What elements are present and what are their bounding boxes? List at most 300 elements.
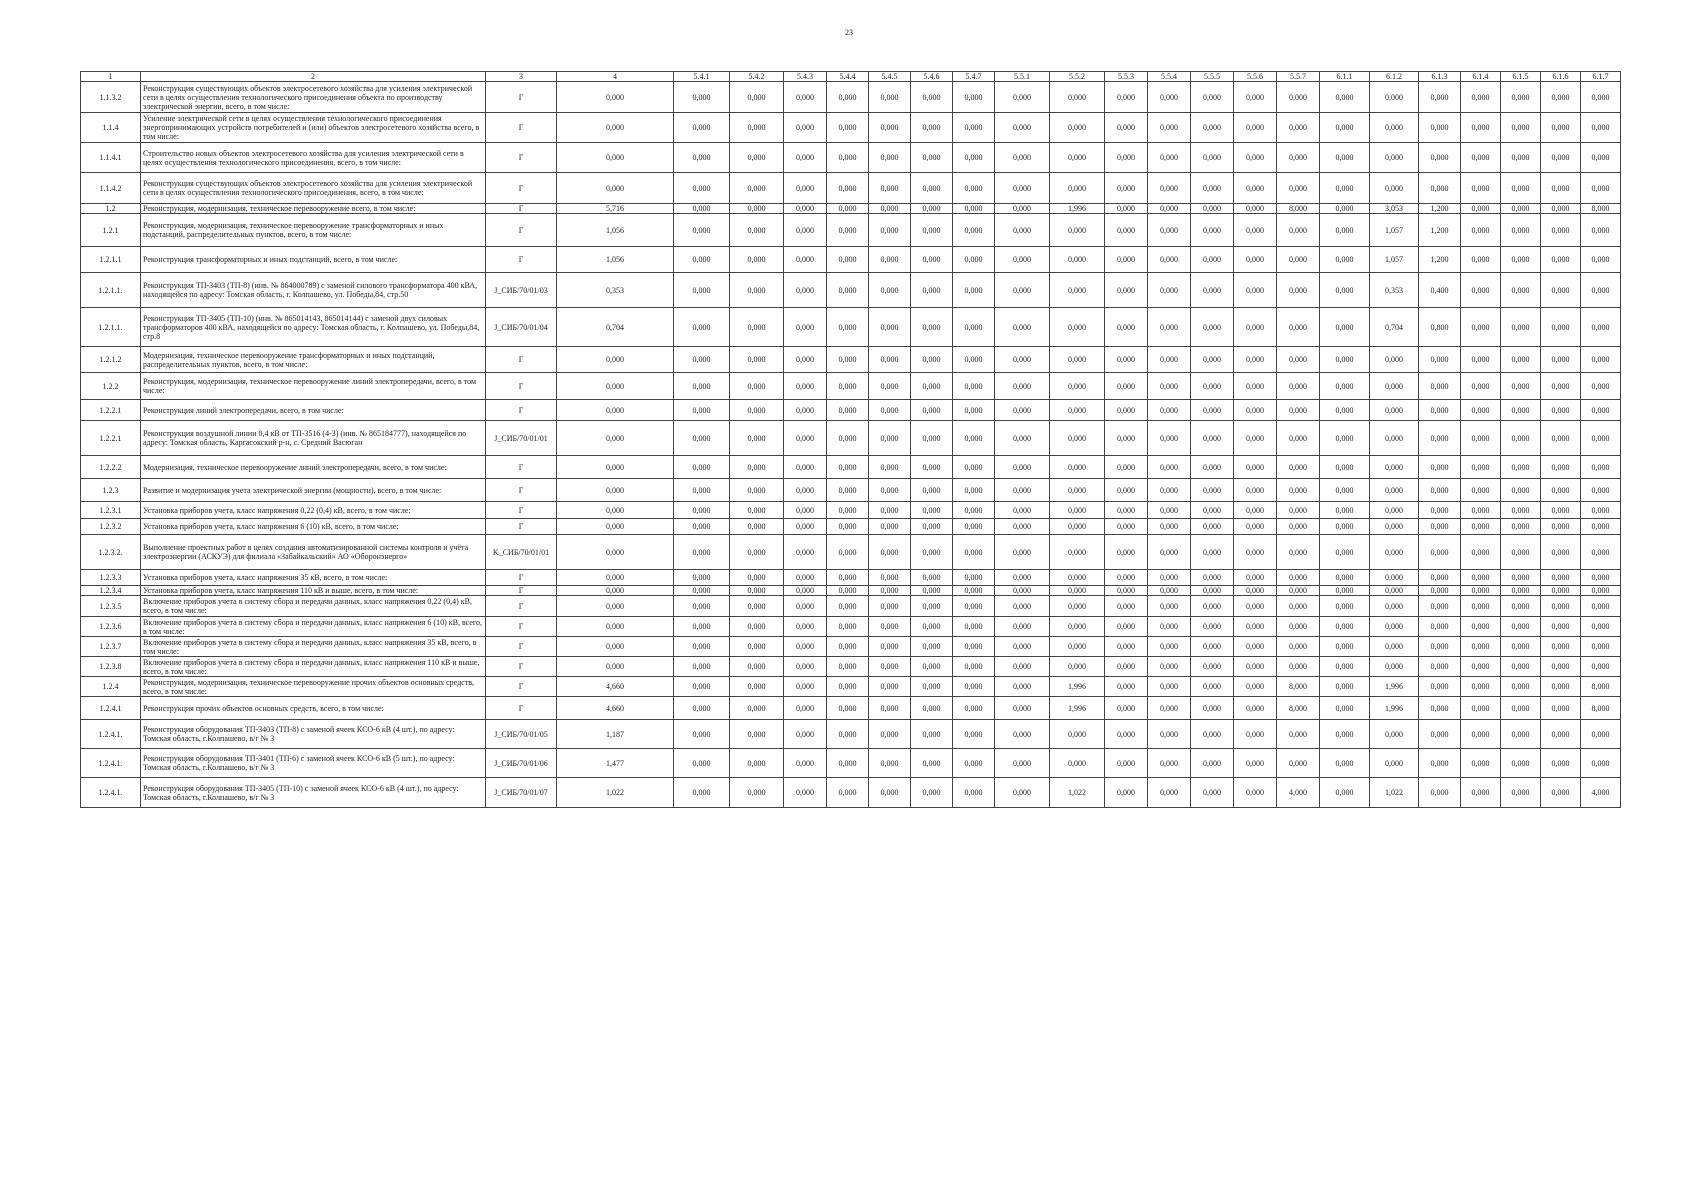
row-value: 0,000 <box>1234 778 1277 808</box>
row-code: K_СИБ/70/01/01 <box>486 535 557 570</box>
row-value: 0,000 <box>730 113 784 143</box>
row-value: 0,000 <box>1050 400 1105 421</box>
row-value: 0,000 <box>1541 778 1581 808</box>
row-total: 0,000 <box>557 421 674 456</box>
row-total: 4,660 <box>557 697 674 720</box>
row-value: 0,000 <box>784 456 827 479</box>
row-value: 0,000 <box>1541 570 1581 586</box>
row-name: Включение приборов учета в систему сбора и передачи данных, класс напряжения 6 (10) кВ, всего, в том числе: <box>141 617 486 637</box>
row-value: 0,000 <box>1501 657 1541 677</box>
row-name: Строительство новых объектов электросетевого хозяйства для усиления электрической сети в целях осуществления технологического присоединения, всего, в том числе: <box>141 143 486 173</box>
row-value: 0,000 <box>1191 637 1234 657</box>
row-value: 0,000 <box>1541 535 1581 570</box>
table-row <box>81 657 1621 677</box>
row-name: Реконструкция линий электропередачи, всего, в том числе: <box>141 400 486 421</box>
row-code: Г <box>486 637 557 657</box>
row-value: 0,000 <box>1148 519 1191 535</box>
row-value: 0,000 <box>1277 400 1320 421</box>
row-value: 0,000 <box>1370 720 1419 749</box>
table-row <box>81 749 1621 778</box>
row-value: 0,000 <box>869 143 911 173</box>
row-value: 4,000 <box>1581 778 1621 808</box>
column-header: 6.1.4 <box>1461 72 1501 82</box>
row-code: Г <box>486 347 557 373</box>
row-value: 8,000 <box>1581 697 1621 720</box>
table-row <box>81 273 1621 308</box>
row-code: J_СИБ/70/01/03 <box>486 273 557 308</box>
row-value: 0,000 <box>1234 586 1277 596</box>
table-row <box>81 204 1621 214</box>
row-value: 0,000 <box>674 720 730 749</box>
row-value: 0,000 <box>1148 273 1191 308</box>
row-value: 0,000 <box>1320 570 1370 586</box>
row-value: 0,000 <box>1419 502 1461 519</box>
row-value: 0,000 <box>911 586 953 596</box>
row-value: 0,000 <box>911 519 953 535</box>
row-value: 0,000 <box>1501 502 1541 519</box>
row-value: 0,000 <box>1541 677 1581 697</box>
row-value: 0,000 <box>1148 214 1191 247</box>
row-value: 0,000 <box>1050 617 1105 637</box>
row-total: 5,716 <box>557 204 674 214</box>
row-value: 0,000 <box>1320 400 1370 421</box>
row-value: 0,000 <box>1370 143 1419 173</box>
row-value: 0,000 <box>730 570 784 586</box>
row-value: 0,000 <box>1581 173 1621 204</box>
row-value: 0,000 <box>1148 502 1191 519</box>
row-value: 0,000 <box>674 519 730 535</box>
row-value: 0,000 <box>1461 273 1501 308</box>
row-code: Г <box>486 586 557 596</box>
row-value: 0,000 <box>1148 720 1191 749</box>
row-total: 0,000 <box>557 373 674 400</box>
table-row <box>81 400 1621 421</box>
row-value: 0,000 <box>1148 677 1191 697</box>
row-value: 0,000 <box>1461 677 1501 697</box>
row-value: 0,000 <box>1105 456 1148 479</box>
row-value: 0,000 <box>730 519 784 535</box>
row-number: 1.2.3 <box>81 479 141 502</box>
row-value: 0,000 <box>1191 617 1234 637</box>
row-value: 0,000 <box>1148 697 1191 720</box>
row-value: 0,000 <box>1234 113 1277 143</box>
row-value: 0,000 <box>1050 596 1105 617</box>
row-value: 1,200 <box>1419 247 1461 273</box>
row-value: 0,000 <box>995 502 1050 519</box>
row-value: 0,000 <box>1581 657 1621 677</box>
row-value: 0,000 <box>995 273 1050 308</box>
row-value: 0,000 <box>995 113 1050 143</box>
header-row <box>81 72 1621 82</box>
row-value: 0,000 <box>1277 657 1320 677</box>
row-value: 0,000 <box>1105 519 1148 535</box>
row-value: 0,000 <box>1277 308 1320 347</box>
row-value: 0,000 <box>1148 204 1191 214</box>
row-value: 0,000 <box>1581 308 1621 347</box>
row-value: 0,000 <box>1581 720 1621 749</box>
row-value: 0,000 <box>1191 204 1234 214</box>
row-value: 0,000 <box>784 308 827 347</box>
row-value: 0,000 <box>1370 347 1419 373</box>
row-total: 0,000 <box>557 519 674 535</box>
row-total: 0,000 <box>557 143 674 173</box>
row-value: 0,000 <box>1320 502 1370 519</box>
row-value: 0,000 <box>1234 308 1277 347</box>
row-value: 0,000 <box>995 82 1050 113</box>
row-value: 0,000 <box>827 113 869 143</box>
row-value: 0,000 <box>784 204 827 214</box>
row-value: 0,000 <box>784 82 827 113</box>
row-value: 0,000 <box>1461 373 1501 400</box>
row-value: 0,000 <box>995 720 1050 749</box>
row-value: 0,000 <box>1277 596 1320 617</box>
row-number: 1.2.1 <box>81 214 141 247</box>
row-value: 0,000 <box>1461 214 1501 247</box>
row-value: 0,000 <box>1191 400 1234 421</box>
row-value: 0,000 <box>1419 596 1461 617</box>
row-value: 0,000 <box>1541 173 1581 204</box>
row-value: 8,000 <box>1581 677 1621 697</box>
row-value: 0,000 <box>1191 247 1234 273</box>
row-value: 0,000 <box>1501 617 1541 637</box>
row-value: 0,000 <box>995 657 1050 677</box>
row-value: 0,000 <box>1320 456 1370 479</box>
table-row <box>81 570 1621 586</box>
row-value: 0,000 <box>1148 637 1191 657</box>
row-value: 0,000 <box>784 617 827 637</box>
row-value: 0,000 <box>1419 535 1461 570</box>
row-total: 0,000 <box>557 596 674 617</box>
row-value: 0,000 <box>869 82 911 113</box>
row-value: 0,000 <box>1148 749 1191 778</box>
row-value: 0,000 <box>1234 519 1277 535</box>
row-value: 0,000 <box>995 400 1050 421</box>
row-value: 0,000 <box>1501 456 1541 479</box>
row-value: 0,000 <box>1370 502 1419 519</box>
row-value: 0,000 <box>1501 479 1541 502</box>
row-name: Усиление электрической сети в целях осуществления технологического присоединения энергопринимающих устройств потребителей и (или) объектов электросетевого хозяйства всего, в том числе: <box>141 113 486 143</box>
row-total: 1,022 <box>557 778 674 808</box>
row-value: 0,000 <box>911 204 953 214</box>
row-number: 1.2.3.8 <box>81 657 141 677</box>
row-value: 1,996 <box>1050 204 1105 214</box>
table-row <box>81 637 1621 657</box>
row-value: 0,000 <box>1105 586 1148 596</box>
row-value: 0,000 <box>911 778 953 808</box>
row-value: 0,000 <box>827 173 869 204</box>
row-value: 1,057 <box>1370 247 1419 273</box>
row-value: 0,000 <box>911 502 953 519</box>
row-value: 0,000 <box>784 273 827 308</box>
row-value: 0,000 <box>869 347 911 373</box>
row-value: 0,000 <box>1370 113 1419 143</box>
row-value: 0,000 <box>784 400 827 421</box>
row-value: 0,000 <box>674 373 730 400</box>
row-value: 0,000 <box>911 617 953 637</box>
row-value: 0,000 <box>674 778 730 808</box>
table-row <box>81 479 1621 502</box>
row-value: 0,000 <box>1461 535 1501 570</box>
row-value: 0,000 <box>1419 778 1461 808</box>
row-value: 0,000 <box>911 273 953 308</box>
row-value: 0,000 <box>730 749 784 778</box>
row-value: 0,000 <box>1370 421 1419 456</box>
row-value: 0,000 <box>1277 502 1320 519</box>
row-value: 0,000 <box>1277 347 1320 373</box>
row-value: 0,000 <box>1105 570 1148 586</box>
row-value: 0,000 <box>730 535 784 570</box>
row-number: 1.2.1.2 <box>81 347 141 373</box>
row-value: 0,000 <box>827 247 869 273</box>
table-row <box>81 113 1621 143</box>
row-value: 0,000 <box>1050 82 1105 113</box>
row-value: 0,000 <box>995 637 1050 657</box>
row-value: 0,000 <box>827 697 869 720</box>
row-value: 0,000 <box>1581 749 1621 778</box>
row-value: 0,000 <box>1050 519 1105 535</box>
table-row <box>81 617 1621 637</box>
row-value: 0,000 <box>953 82 995 113</box>
row-value: 0,000 <box>1541 637 1581 657</box>
row-value: 0,000 <box>1234 502 1277 519</box>
row-value: 0,000 <box>827 519 869 535</box>
row-value: 0,000 <box>827 421 869 456</box>
row-value: 0,000 <box>1191 519 1234 535</box>
row-value: 1,996 <box>1050 697 1105 720</box>
row-value: 0,000 <box>1320 173 1370 204</box>
row-value: 0,000 <box>1501 204 1541 214</box>
row-value: 0,000 <box>1581 373 1621 400</box>
row-value: 0,000 <box>1050 456 1105 479</box>
row-value: 0,000 <box>730 247 784 273</box>
row-value: 0,000 <box>911 143 953 173</box>
row-name: Выполнение проектных работ в целях создания автоматизированной системы контроля и учёта электроэнергии (АСКУЭ) для филиала «Забайкальский» АО «Оборонэнерго» <box>141 535 486 570</box>
row-value: 0,000 <box>1191 720 1234 749</box>
row-value: 0,000 <box>995 173 1050 204</box>
row-value: 0,000 <box>1501 400 1541 421</box>
row-value: 0,000 <box>784 247 827 273</box>
row-value: 0,000 <box>1320 749 1370 778</box>
row-value: 0,000 <box>869 421 911 456</box>
row-value: 0,000 <box>1234 421 1277 456</box>
row-number: 1.2.2 <box>81 373 141 400</box>
row-value: 0,000 <box>784 173 827 204</box>
row-value: 0,000 <box>1461 657 1501 677</box>
row-value: 0,000 <box>1461 308 1501 347</box>
table-row <box>81 173 1621 204</box>
row-value: 0,000 <box>995 204 1050 214</box>
row-total: 1,187 <box>557 720 674 749</box>
row-value: 0,000 <box>911 113 953 143</box>
column-header: 5.5.7 <box>1277 72 1320 82</box>
row-value: 0,000 <box>674 82 730 113</box>
table-row <box>81 697 1621 720</box>
row-value: 0,000 <box>995 347 1050 373</box>
row-name: Реконструкция оборудования ТП-3401 (ТП-6) с заменой ячеек КСО-6 кВ (5 шт.), по адресу: Томская область, г.Колпашево, в/г № 3 <box>141 749 486 778</box>
row-value: 0,000 <box>1234 347 1277 373</box>
row-value: 0,000 <box>869 570 911 586</box>
row-value: 0,000 <box>995 308 1050 347</box>
row-value: 0,000 <box>1148 82 1191 113</box>
row-value: 0,000 <box>730 502 784 519</box>
row-value: 8,000 <box>1581 204 1621 214</box>
row-value: 0,000 <box>1320 373 1370 400</box>
row-value: 0,000 <box>784 596 827 617</box>
row-code: Г <box>486 456 557 479</box>
row-value: 0,000 <box>1461 347 1501 373</box>
row-total: 0,000 <box>557 535 674 570</box>
row-total: 0,000 <box>557 347 674 373</box>
row-value: 0,000 <box>1148 173 1191 204</box>
row-value: 0,000 <box>911 347 953 373</box>
row-value: 0,000 <box>1461 596 1501 617</box>
row-value: 0,000 <box>869 586 911 596</box>
row-value: 0,000 <box>1461 247 1501 273</box>
row-value: 0,000 <box>953 347 995 373</box>
row-code: J_СИБ/70/01/04 <box>486 308 557 347</box>
row-value: 0,000 <box>674 657 730 677</box>
row-value: 0,000 <box>1148 400 1191 421</box>
row-value: 0,000 <box>1419 570 1461 586</box>
row-value: 0,000 <box>827 749 869 778</box>
row-value: 0,000 <box>1419 657 1461 677</box>
table-row <box>81 778 1621 808</box>
row-value: 0,000 <box>730 586 784 596</box>
row-value: 0,000 <box>1461 519 1501 535</box>
column-header: 6.1.5 <box>1501 72 1541 82</box>
row-value: 0,000 <box>674 247 730 273</box>
row-value: 0,000 <box>730 421 784 456</box>
row-value: 0,000 <box>1320 308 1370 347</box>
row-number: 1.2.3.6 <box>81 617 141 637</box>
row-value: 0,000 <box>674 535 730 570</box>
row-value: 0,000 <box>1234 214 1277 247</box>
row-number: 1.1.4.2 <box>81 173 141 204</box>
row-value: 0,000 <box>674 570 730 586</box>
row-value: 0,000 <box>911 400 953 421</box>
row-value: 0,353 <box>1370 273 1419 308</box>
row-value: 0,000 <box>869 596 911 617</box>
row-value: 0,000 <box>784 657 827 677</box>
row-value: 0,000 <box>827 479 869 502</box>
row-value: 0,000 <box>1050 586 1105 596</box>
row-value: 0,000 <box>1050 113 1105 143</box>
row-value: 0,000 <box>1105 373 1148 400</box>
row-value: 0,000 <box>1320 214 1370 247</box>
row-value: 0,000 <box>1461 82 1501 113</box>
row-value: 0,000 <box>1419 143 1461 173</box>
row-value: 0,000 <box>730 173 784 204</box>
row-value: 0,000 <box>1277 479 1320 502</box>
row-value: 0,000 <box>1148 308 1191 347</box>
row-value: 0,000 <box>1419 421 1461 456</box>
row-value: 0,000 <box>1050 637 1105 657</box>
row-value: 0,000 <box>1461 456 1501 479</box>
row-value: 0,000 <box>869 617 911 637</box>
row-value: 0,000 <box>674 586 730 596</box>
row-value: 0,000 <box>1105 421 1148 456</box>
row-code: J_СИБ/70/01/07 <box>486 778 557 808</box>
row-value: 0,000 <box>784 113 827 143</box>
row-total: 0,000 <box>557 82 674 113</box>
row-value: 0,000 <box>1320 143 1370 173</box>
row-value: 0,000 <box>911 82 953 113</box>
row-value: 0,000 <box>1277 143 1320 173</box>
row-value: 0,000 <box>730 617 784 637</box>
column-header: 5.4.3 <box>784 72 827 82</box>
row-number: 1.2.4 <box>81 677 141 697</box>
row-code: Г <box>486 519 557 535</box>
row-name: Реконструкция существующих объектов электросетевого хозяйства для усиления электрической сети в целях осуществления технологического присоединения объекта по производству электрической энергии, всего, в том числе: <box>141 82 486 113</box>
row-value: 0,000 <box>1050 421 1105 456</box>
row-number: 1.2.2.1 <box>81 400 141 421</box>
row-value: 0,000 <box>1541 749 1581 778</box>
row-value: 0,000 <box>1234 82 1277 113</box>
row-value: 0,000 <box>1419 720 1461 749</box>
row-value: 0,000 <box>730 214 784 247</box>
column-header: 5.5.2 <box>1050 72 1105 82</box>
row-value: 0,000 <box>869 677 911 697</box>
row-number: 1.2.1.1 <box>81 247 141 273</box>
row-value: 0,000 <box>1461 479 1501 502</box>
row-value: 0,000 <box>674 749 730 778</box>
row-value: 0,000 <box>827 347 869 373</box>
row-value: 8,000 <box>1277 204 1320 214</box>
row-value: 0,000 <box>1191 421 1234 456</box>
row-value: 1,200 <box>1419 214 1461 247</box>
row-value: 0,000 <box>1191 173 1234 204</box>
row-value: 0,000 <box>995 749 1050 778</box>
row-value: 0,000 <box>995 778 1050 808</box>
row-value: 0,000 <box>1461 570 1501 586</box>
row-value: 0,000 <box>1277 373 1320 400</box>
row-value: 0,000 <box>1277 214 1320 247</box>
row-value: 0,000 <box>1234 570 1277 586</box>
row-value: 0,000 <box>1234 456 1277 479</box>
row-name: Реконструкция прочих объектов основных средств, всего, в том числе: <box>141 697 486 720</box>
column-header: 5.5.6 <box>1234 72 1277 82</box>
row-value: 0,000 <box>1105 749 1148 778</box>
row-name: Установка приборов учета, класс напряжения 35 кВ, всего, в том числе: <box>141 570 486 586</box>
row-value: 0,000 <box>1105 143 1148 173</box>
row-value: 0,000 <box>869 173 911 204</box>
row-value: 0,000 <box>730 720 784 749</box>
row-code: Г <box>486 82 557 113</box>
row-number: 1.2.1.1. <box>81 308 141 347</box>
row-value: 0,000 <box>730 778 784 808</box>
row-value: 0,000 <box>784 697 827 720</box>
row-value: 0,000 <box>869 637 911 657</box>
row-value: 0,000 <box>1234 173 1277 204</box>
row-name: Реконструкция существующих объектов электросетевого хозяйства для усиления электрической сети в целях осуществления технологического присоединения, всего, в том числе: <box>141 173 486 204</box>
row-value: 0,000 <box>1541 143 1581 173</box>
row-name: Реконструкция, модернизация, техническое перевооружение всего, в том числе: <box>141 204 486 214</box>
row-value: 0,000 <box>730 143 784 173</box>
column-header: 5.5.4 <box>1148 72 1191 82</box>
row-value: 0,000 <box>995 247 1050 273</box>
row-value: 0,000 <box>869 778 911 808</box>
row-value: 0,000 <box>953 273 995 308</box>
row-value: 0,000 <box>674 400 730 421</box>
row-value: 0,000 <box>1234 273 1277 308</box>
row-value: 0,000 <box>827 778 869 808</box>
row-total: 0,000 <box>557 502 674 519</box>
row-value: 0,000 <box>995 586 1050 596</box>
table-row <box>81 586 1621 596</box>
row-value: 0,000 <box>784 637 827 657</box>
row-value: 0,000 <box>1234 697 1277 720</box>
row-value: 1,996 <box>1050 677 1105 697</box>
